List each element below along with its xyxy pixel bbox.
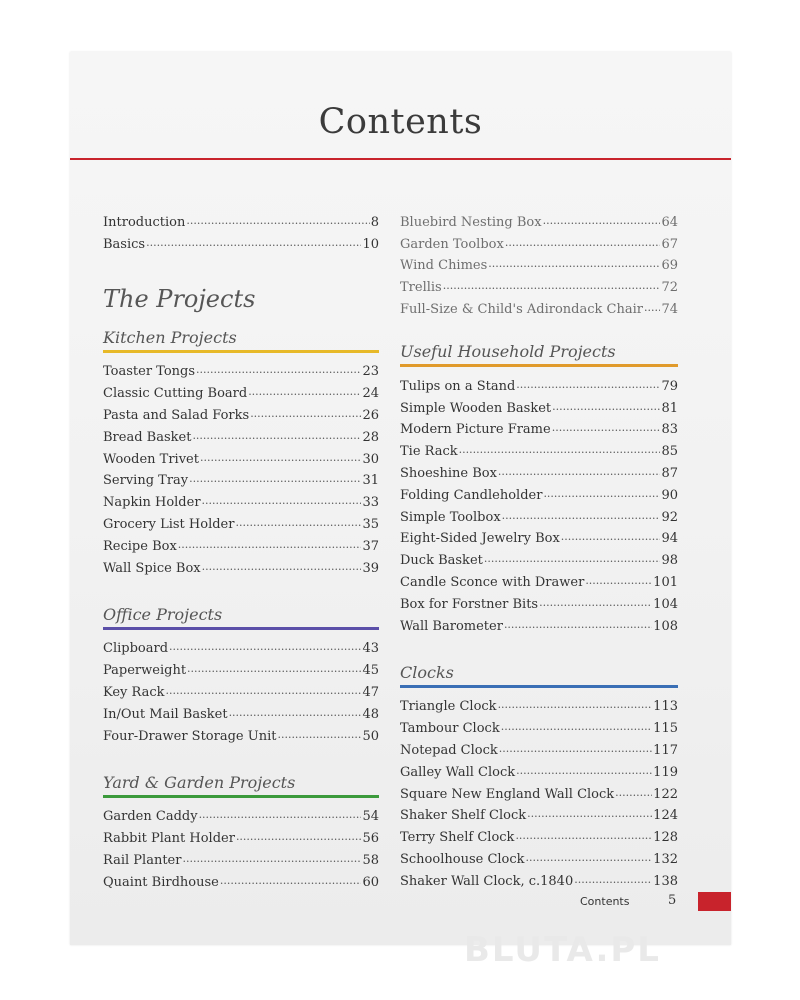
dot-leader	[539, 594, 652, 612]
section-rule	[400, 685, 678, 688]
toc-entry-page: 28	[362, 429, 379, 445]
garden-continued-list	[400, 208, 678, 317]
toc-entry	[400, 714, 678, 736]
toc-entry-title: Pasta and Salad Forks	[103, 407, 250, 423]
toc-entry	[400, 252, 678, 274]
toc-entry	[103, 401, 379, 423]
toc-entry	[103, 488, 379, 510]
toc-entry	[103, 358, 379, 380]
dot-leader	[502, 507, 661, 525]
dot-leader	[189, 470, 361, 488]
toc-entry	[103, 846, 379, 868]
toc-entry-title: Schoolhouse Clock	[400, 851, 525, 867]
dot-leader	[543, 485, 660, 503]
toc-entry	[400, 525, 678, 547]
page-title: Contents	[318, 102, 483, 142]
toc-entry-page: 87	[661, 465, 678, 481]
toc-entry-page: 58	[362, 852, 379, 868]
toc-entry	[400, 590, 678, 612]
toc-entry	[103, 532, 379, 554]
toc-entry-title: Eight-Sided Jewelry Box	[400, 531, 560, 547]
toc-entry-page: 48	[362, 706, 379, 722]
title-rule	[70, 158, 731, 160]
toc-entry-title: Wall Barometer	[400, 618, 503, 634]
toc-entry-page: 69	[661, 258, 678, 274]
section-heading: Clocks	[400, 662, 454, 682]
section-rule	[400, 364, 678, 367]
toc-entry-page: 30	[362, 451, 379, 467]
section-heading: Office Projects	[103, 604, 223, 624]
toc-entry-page: 45	[362, 663, 379, 679]
dot-leader	[146, 234, 361, 252]
watermark: BLUTA.PL	[464, 930, 661, 970]
toc-entry-page: 26	[362, 407, 379, 423]
dot-leader	[505, 234, 661, 252]
toc-entry-title: Box for Forstner Bits	[400, 596, 539, 612]
dot-leader	[187, 660, 361, 678]
right-column	[400, 208, 678, 889]
dot-leader	[515, 827, 652, 845]
section-heading: Yard & Garden Projects	[103, 772, 296, 792]
toc-entry-title: Toaster Tongs	[103, 364, 196, 380]
toc-entry-page: 104	[653, 596, 678, 612]
dot-leader	[526, 849, 653, 867]
section-rule	[103, 350, 379, 353]
dot-leader	[250, 405, 361, 423]
toc-entry	[400, 758, 678, 780]
toc-entry-page: 35	[362, 516, 379, 532]
toc-entry-page: 74	[661, 301, 678, 317]
dot-leader	[277, 726, 361, 744]
toc-entry	[103, 722, 379, 744]
toc-entry-page: 43	[362, 641, 379, 657]
section-gap	[103, 744, 379, 762]
toc-entry	[400, 693, 678, 715]
toc-entry	[103, 656, 379, 678]
toc-entry-page: 56	[362, 831, 379, 847]
toc-entry	[400, 823, 678, 845]
toc-entry-page: 94	[661, 531, 678, 547]
left-sections	[103, 317, 379, 890]
toc-entry-page: 119	[653, 764, 678, 780]
toc-entry	[103, 554, 379, 576]
toc-entry-title: Clipboard	[103, 641, 169, 657]
dot-leader	[552, 398, 660, 416]
toc-entry	[400, 780, 678, 802]
dot-leader	[574, 871, 652, 889]
dot-leader	[220, 872, 362, 890]
section-gap	[103, 576, 379, 594]
dot-leader	[644, 299, 660, 317]
dot-leader	[543, 212, 661, 230]
dot-leader	[248, 383, 361, 401]
toc-entry-title: Tambour Clock	[400, 721, 500, 737]
dot-leader	[498, 463, 661, 481]
toc-entry-title: Trellis	[400, 280, 442, 296]
dot-leader	[169, 638, 361, 656]
toc-entry-title: Simple Wooden Basket	[400, 400, 552, 416]
toc-entry	[400, 845, 678, 867]
toc-entry-title: Key Rack	[103, 684, 165, 700]
toc-entry-title: Wall Spice Box	[103, 560, 201, 576]
section-heading: Useful Household Projects	[400, 341, 616, 361]
toc-entry-page: 108	[653, 618, 678, 634]
toc-entry	[103, 700, 379, 722]
projects-heading: The Projects	[103, 284, 256, 313]
dot-leader	[516, 762, 652, 780]
toc-entry	[400, 612, 678, 634]
dot-leader	[443, 277, 661, 295]
toc-entry	[103, 868, 379, 890]
toc-entry	[103, 635, 379, 657]
toc-entry-title: Quaint Birdhouse	[103, 874, 219, 890]
dot-leader	[229, 704, 362, 722]
toc-entry-title: Bread Basket	[103, 429, 192, 445]
toc-entry-page: 79	[661, 378, 678, 394]
toc-entry	[103, 678, 379, 700]
toc-entry-title: Classic Cutting Board	[103, 386, 248, 402]
dot-leader	[585, 572, 652, 590]
toc-entry-page: 31	[362, 473, 379, 489]
toc-entry-title: Basics	[103, 236, 146, 252]
toc-entry-page: 90	[661, 487, 678, 503]
toc-entry-page: 60	[362, 874, 379, 890]
toc-entry	[400, 802, 678, 824]
toc-entry	[103, 423, 379, 445]
toc-entry	[400, 394, 678, 416]
dot-leader	[501, 718, 652, 736]
toc-entry	[400, 230, 678, 252]
section-heading: Kitchen Projects	[103, 327, 237, 347]
toc-entry-title: Modern Picture Frame	[400, 422, 551, 438]
toc-entry-page: 39	[362, 560, 379, 576]
toc-entry-page: 23	[362, 364, 379, 380]
toc-entry-page: 113	[653, 699, 678, 715]
toc-entry-title: Garden Toolbox	[400, 236, 504, 252]
dot-leader	[186, 212, 369, 230]
toc-entry-page: 132	[653, 851, 678, 867]
toc-entry-title: Full-Size & Child's Adirondack Chair	[400, 301, 643, 317]
toc-entry	[103, 445, 379, 467]
dot-leader	[504, 616, 652, 634]
dot-leader	[236, 828, 362, 846]
dot-leader	[166, 682, 362, 700]
toc-entry	[400, 459, 678, 481]
toc-entry-page: 54	[362, 809, 379, 825]
toc-entry-title: Garden Caddy	[103, 809, 198, 825]
dot-leader	[499, 740, 652, 758]
section-rule	[103, 795, 379, 798]
dot-leader	[196, 361, 361, 379]
toc-entry	[400, 208, 678, 230]
toc-entry-page: 122	[653, 786, 678, 802]
toc-entry	[400, 503, 678, 525]
toc-entry-page: 138	[653, 873, 678, 889]
toc-entry	[103, 824, 379, 846]
toc-entry-title: Bluebird Nesting Box	[400, 214, 542, 230]
dot-leader	[498, 696, 653, 714]
toc-entry-page: 92	[661, 509, 678, 525]
dot-leader	[552, 419, 661, 437]
toc-entry-title: Rail Planter	[103, 852, 182, 868]
toc-entry	[400, 295, 678, 317]
toc-entry	[400, 481, 678, 503]
toc-entry	[400, 416, 678, 438]
toc-entry-page: 64	[661, 214, 678, 230]
toc-entry-page: 50	[362, 728, 379, 744]
dot-leader	[561, 528, 661, 546]
toc-entry-title: Tulips on a Stand	[400, 378, 516, 394]
toc-entry-page: 98	[661, 553, 678, 569]
toc-entry-title: Candle Sconce with Drawer	[400, 574, 585, 590]
toc-entry-page: 10	[362, 236, 379, 252]
toc-entry-title: Napkin Holder	[103, 495, 201, 511]
dot-leader	[178, 536, 362, 554]
toc-entry-title: Wooden Trivet	[103, 451, 199, 467]
dot-leader	[202, 492, 362, 510]
toc-entry	[400, 437, 678, 459]
toc-entry	[400, 273, 678, 295]
dot-leader	[199, 806, 362, 824]
toc-entry-title: Galley Wall Clock	[400, 764, 516, 780]
toc-entry-title: Grocery List Holder	[103, 516, 235, 532]
book-page	[70, 52, 731, 970]
toc-entry-page: 101	[653, 574, 678, 590]
toc-entry-title: Rabbit Plant Holder	[103, 831, 235, 847]
toc-entry	[103, 208, 379, 230]
toc-entry	[103, 510, 379, 532]
footer-tab	[698, 892, 731, 911]
dot-leader	[459, 441, 661, 459]
dot-leader	[200, 449, 361, 467]
toc-entry	[400, 867, 678, 889]
toc-entry-title: Serving Tray	[103, 473, 189, 489]
toc-entry-title: Shaker Wall Clock, c.1840	[400, 873, 574, 889]
toc-entry-title: Triangle Clock	[400, 699, 497, 715]
section-gap	[400, 317, 678, 331]
dot-leader	[527, 805, 652, 823]
dot-leader	[516, 376, 660, 394]
section-rule	[103, 627, 379, 630]
toc-entry-page: 37	[362, 538, 379, 554]
toc-entry-page: 8	[370, 214, 379, 230]
toc-entry-page: 33	[362, 495, 379, 511]
toc-entry-page: 115	[653, 721, 678, 737]
toc-entry	[400, 372, 678, 394]
dot-leader	[615, 784, 652, 802]
toc-entry	[103, 379, 379, 401]
dot-leader	[235, 514, 361, 532]
toc-entry-title: Folding Candleholder	[400, 487, 543, 503]
toc-entry-page: 72	[661, 280, 678, 296]
left-column	[103, 208, 379, 890]
toc-entry-page: 67	[661, 236, 678, 252]
toc-entry-title: Four-Drawer Storage Unit	[103, 728, 277, 744]
dot-leader	[202, 558, 362, 576]
toc-entry-title: Shoeshine Box	[400, 465, 497, 481]
toc-entry-title: Shaker Shelf Clock	[400, 808, 527, 824]
toc-entry	[400, 546, 678, 568]
toc-entry-page: 47	[362, 684, 379, 700]
toc-entry-title: Tie Rack	[400, 444, 458, 460]
toc-entry	[400, 736, 678, 758]
toc-entry-page: 117	[653, 742, 678, 758]
dot-leader	[192, 427, 361, 445]
toc-entry-title: Notepad Clock	[400, 742, 498, 758]
toc-entry-title: Simple Toolbox	[400, 509, 501, 525]
toc-entry-page: 83	[661, 422, 678, 438]
toc-entry	[103, 467, 379, 489]
dot-leader	[484, 550, 661, 568]
toc-entry-title: Wind Chimes	[400, 258, 488, 274]
intro-list	[103, 208, 379, 252]
toc-entry	[103, 803, 379, 825]
toc-entry-title: Recipe Box	[103, 538, 177, 554]
toc-entry-title: Introduction	[103, 214, 186, 230]
section-gap	[400, 634, 678, 652]
right-sections	[400, 317, 678, 889]
toc-entry-page: 124	[653, 808, 678, 824]
toc-entry	[103, 230, 379, 252]
toc-entry-page: 24	[362, 386, 379, 402]
toc-entry-page: 85	[661, 444, 678, 460]
toc-entry-title: In/Out Mail Basket	[103, 706, 228, 722]
toc-entry-title: Duck Basket	[400, 553, 483, 569]
toc-entry-title: Terry Shelf Clock	[400, 830, 515, 846]
toc-entry-title: Paperweight	[103, 663, 187, 679]
dot-leader	[488, 255, 660, 273]
toc-entry-page: 81	[661, 400, 678, 416]
toc-entry	[400, 568, 678, 590]
page-number: 5	[668, 893, 677, 908]
toc-entry-page: 128	[653, 830, 678, 846]
footer-label: Contents	[580, 895, 630, 908]
toc-entry-title: Square New England Wall Clock	[400, 786, 615, 802]
dot-leader	[182, 850, 361, 868]
